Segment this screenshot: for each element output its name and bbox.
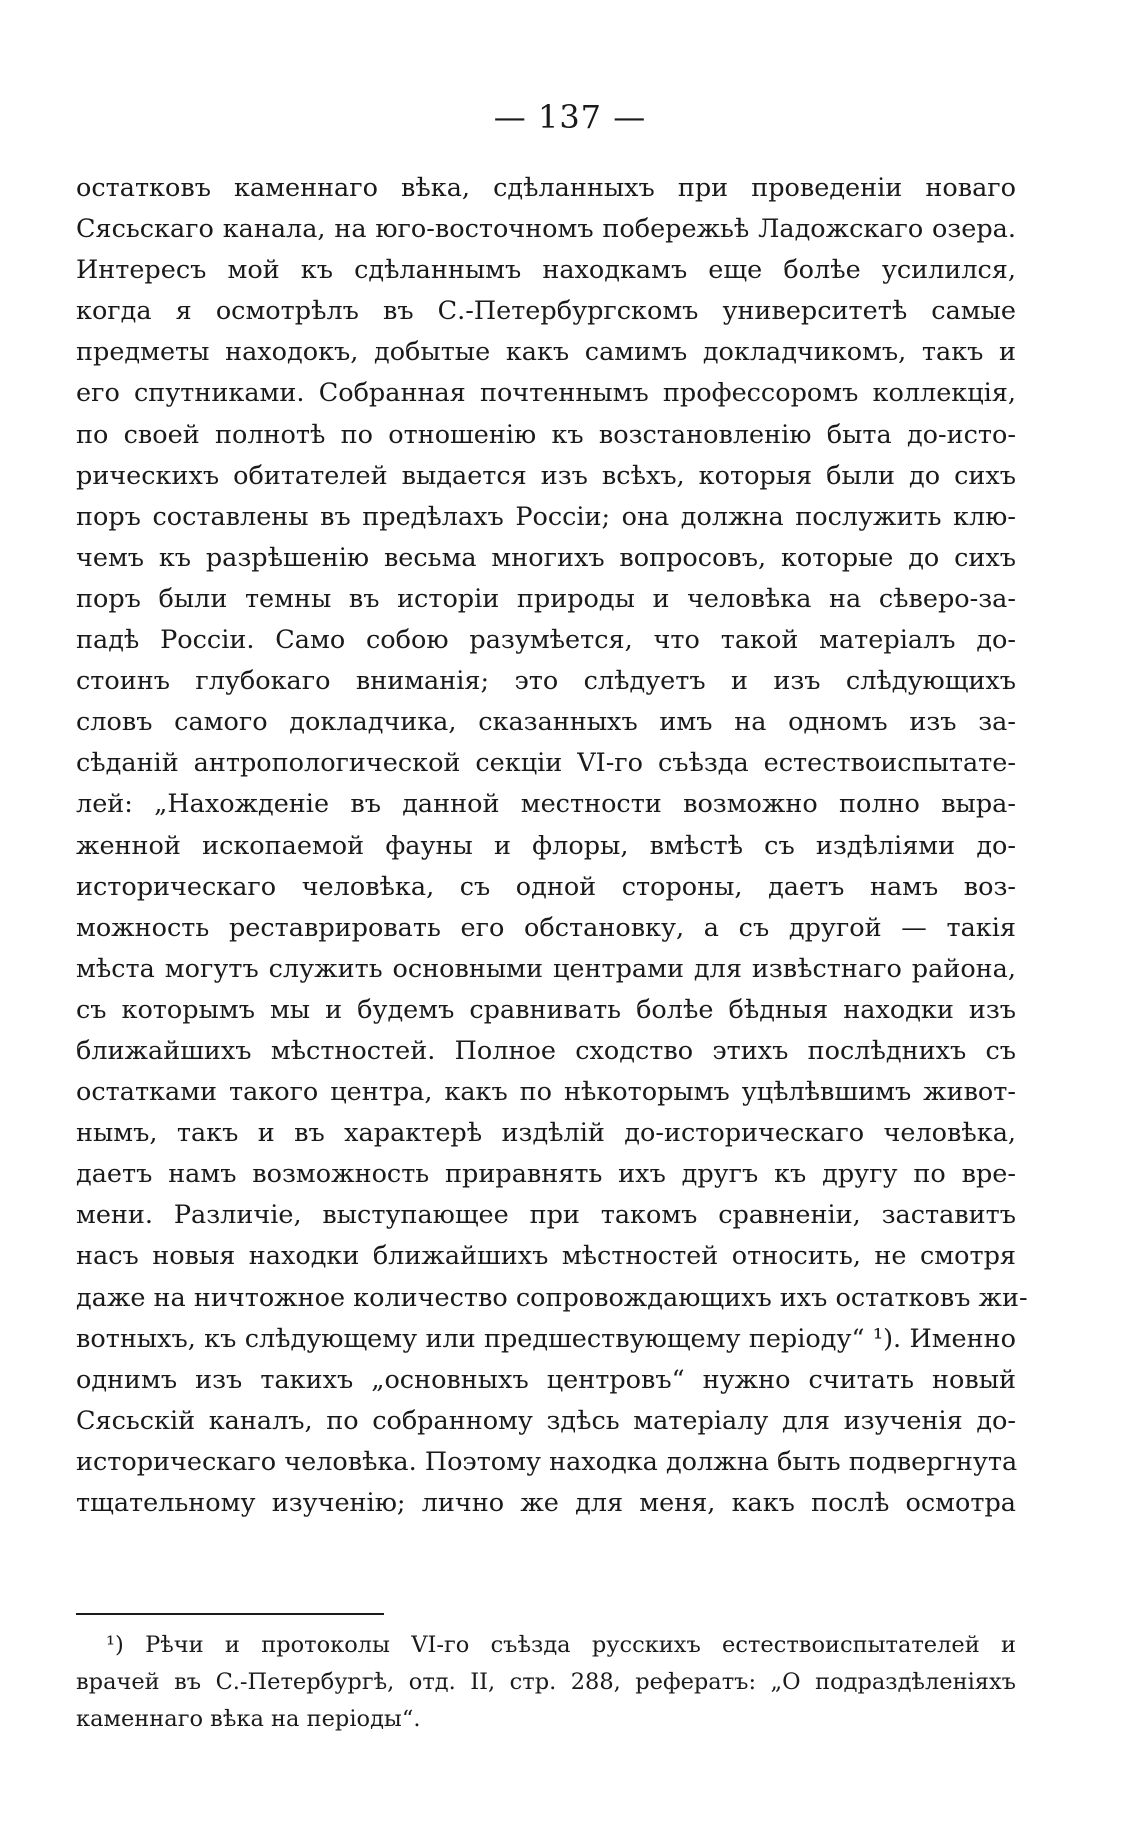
text-line: падѣ Россіи. Само собою разумѣется, что такой матеріалъ до-	[76, 625, 1016, 656]
text-line: Сясьскаго канала, на юго-восточномъ побережьѣ Ладожскаго озера.	[76, 214, 1016, 245]
text-line: съ которымъ мы и будемъ сравнивать болѣе бѣдныя находки изъ	[76, 994, 1016, 1025]
text-line: женной ископаемой фауны и флоры, вмѣстѣ съ издѣліями до-	[76, 830, 1016, 861]
text-line: историческаго человѣка, съ одной стороны, даетъ намъ воз-	[76, 871, 1016, 902]
text-line: Сясьскій каналъ, по собранному здѣсь матеріалу для изученія до-	[76, 1405, 1016, 1436]
text-line: можность реставрировать его обстановку, а съ другой — такія	[76, 912, 1016, 943]
text-line: чемъ къ разрѣшенію весьма многихъ вопросовъ, которые до сихъ	[76, 542, 1016, 573]
text-line: тщательному изученію; лично же для меня, какъ послѣ осмотра	[76, 1488, 1016, 1518]
text-line: даетъ намъ возможность приравнять ихъ другъ къ другу по вре-	[76, 1159, 1016, 1190]
text-line: лей: „Нахожденіе въ данной местности возможно полно выра-	[76, 789, 1016, 820]
text-line: его спутниками. Собранная почтеннымъ профессоромъ коллекція,	[76, 378, 1016, 409]
text-line: мѣста могутъ служить основными центрами для извѣстнаго района,	[76, 953, 1016, 984]
text-line: ближайшихъ мѣстностей. Полное сходство этихъ послѣднихъ съ	[76, 1035, 1016, 1066]
text-line: словъ самого докладчика, сказанныхъ имъ на одномъ изъ за-	[76, 707, 1016, 738]
text-line: однимъ изъ такихъ „основныхъ центровъ“ нужно считать новый	[76, 1364, 1016, 1395]
text-line: поръ были темны въ исторіи природы и человѣка на сѣверо-за-	[76, 583, 1016, 614]
footnote-line: каменнаго вѣка на періоды“.	[76, 1706, 421, 1732]
text-line: стоинъ глубокаго вниманія; это слѣдуетъ и изъ слѣдующихъ	[76, 666, 1016, 697]
text-line: историческаго человѣка. Поэтому находка должна быть подвергнута	[76, 1446, 1018, 1477]
text-line: рическихъ обитателей выдается изъ всѣхъ, которыя были до сихъ	[76, 460, 1016, 491]
text-line: поръ составлены въ предѣлахъ Россіи; она должна послужить клю-	[76, 501, 1016, 532]
text-line: насъ новыя находки ближайшихъ мѣстностей относить, не смотря	[76, 1241, 1016, 1272]
text-line: сѣданій антропологической секціи VI-го съѣзда естествоиспытате-	[76, 748, 1016, 779]
text-line: даже на ничтожное количество сопровождающихъ ихъ остатковъ жи-	[76, 1282, 1028, 1313]
footnote-block	[76, 1627, 1016, 1738]
text-line: Интересъ мой къ сдѣланнымъ находкамъ еще болѣе усилился,	[76, 255, 1016, 286]
text-line: вотныхъ, къ слѣдующему или предшествующему періоду“ ¹). Именно	[76, 1323, 1016, 1354]
text-line: остатковъ каменнаго вѣка, сдѣланныхъ при проведеніи новаго	[76, 173, 1016, 203]
main-text-block	[76, 168, 1028, 1524]
text-line: остатками такого центра, какъ по нѣкоторымъ уцѣлѣвшимъ живот-	[76, 1077, 1016, 1108]
text-line: мени. Различіе, выступающее при такомъ сравненіи, заставитъ	[76, 1200, 1016, 1231]
text-line: нымъ, такъ и въ характерѣ издѣлій до-историческаго человѣка,	[76, 1118, 1016, 1149]
footnote-line: ¹) Рѣчи и протоколы VI-го съѣзда русскихъ естествоиспытателей и	[106, 1632, 1016, 1658]
text-line: предметы находокъ, добытые какъ самимъ докладчикомъ, такъ и	[76, 337, 1016, 368]
text-line: по своей полнотѣ по отношенію къ возстановленію быта до-исто-	[76, 419, 1016, 450]
footnote-divider	[76, 1613, 384, 1615]
text-line: когда я осмотрѣлъ въ С.-Петербургскомъ университетѣ самые	[76, 296, 1016, 327]
page-number: — 137 —	[493, 98, 647, 136]
footnote-line: врачей въ С.-Петербургѣ, отд. II, стр. 288, рефератъ: „О подраздѣленіяхъ	[76, 1669, 1016, 1695]
